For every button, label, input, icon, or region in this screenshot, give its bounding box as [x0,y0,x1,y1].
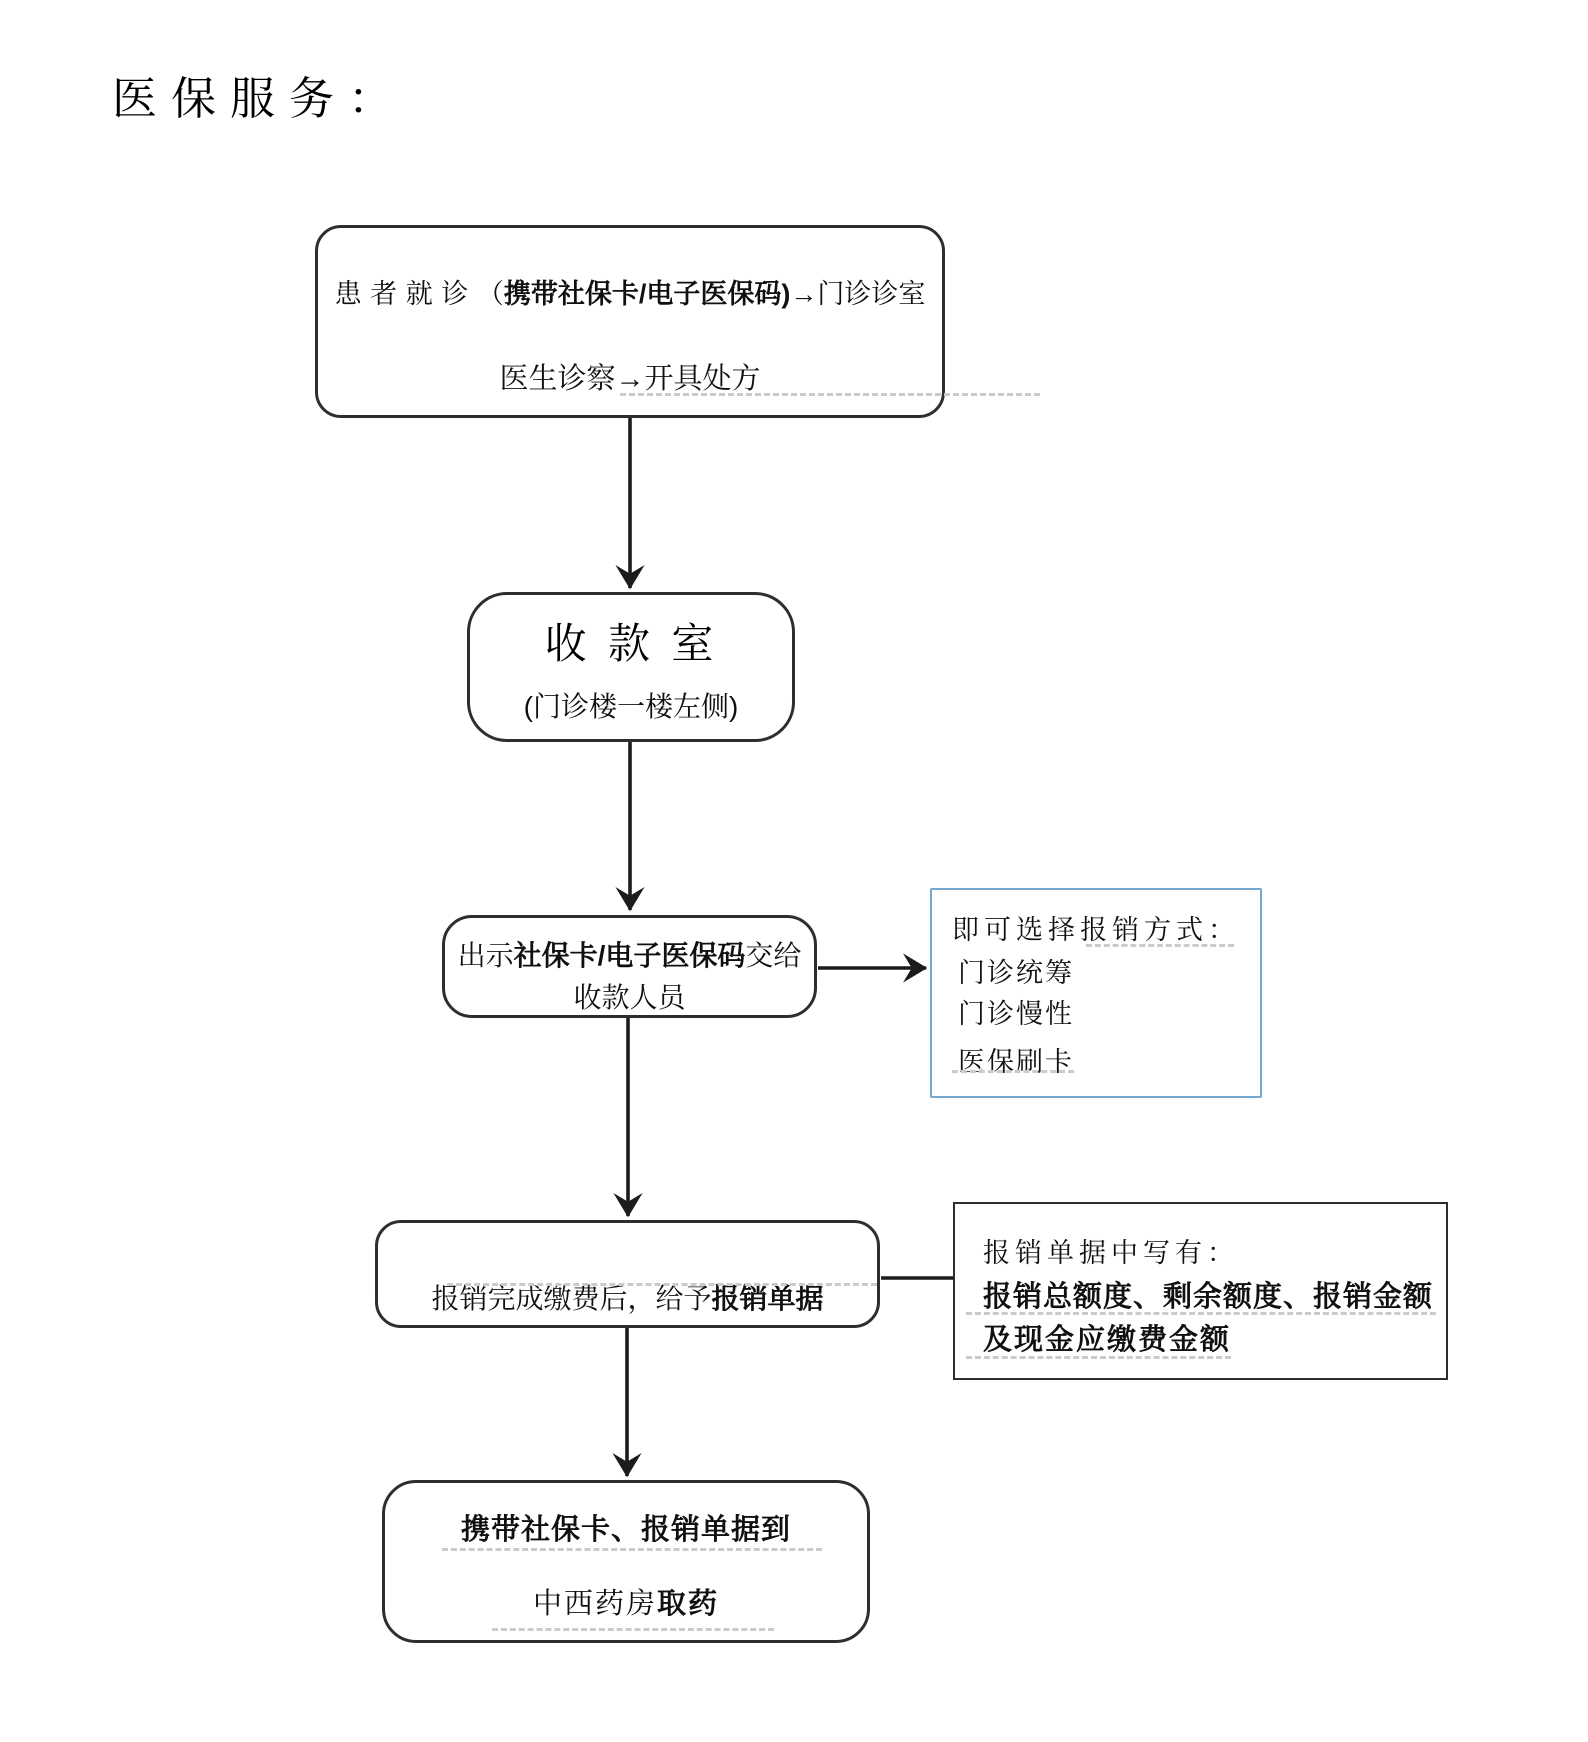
receipt-note-line3: 及现金应缴费金额 [983,1324,1232,1356]
flow-step-cashier-office [467,592,795,742]
receipt-note-line1: 报销单据中写有： [983,1238,1239,1268]
flow-step-show-card [442,915,817,1018]
show-card-line1 [445,934,814,974]
pharmacy-line2-seg1: 中西药房 [532,1588,657,1620]
flow-step-patient-visit [315,225,945,418]
options-note-title: 即可选择报销方式： [952,915,1240,945]
flow-step-pharmacy-pickup [382,1480,870,1643]
patient-visit-line1 [318,272,942,311]
receipt-note-line2: 报销总额度、剩余额度、报销金额 [983,1281,1434,1313]
show-card-line1-seg2: 社保卡/电子医保码 [513,940,746,971]
pharmacy-line2 [385,1581,867,1622]
scan-artifact [492,1628,774,1631]
pharmacy-line1: 携带社保卡、报销单据到 [460,1514,791,1546]
options-note-item-outpatient-pooling: 门诊统筹 [958,958,1074,988]
receipt-issued-seg1: 报销完成缴费后，给予 [431,1283,712,1314]
receipt-contents-note [953,1202,1448,1380]
receipt-issued-seg2: 报销单据 [711,1283,824,1314]
scan-artifact [966,1356,1231,1359]
cashier-office-subtitle: (门诊楼一楼左侧) [523,691,739,722]
patient-visit-line1-seg1: 患 者 就 诊 （ [334,279,504,310]
cashier-office-title: 收 款 室 [544,619,718,668]
page-title: 医保服务： [112,72,408,125]
scan-artifact [966,1312,1436,1315]
patient-visit-line1-seg3: →门诊诊室 [790,279,926,309]
scan-artifact [442,1548,822,1551]
show-card-line2: 收款人员 [573,982,686,1013]
scan-artifact [952,1070,1074,1073]
flow-step-receipt-issued [375,1220,880,1328]
options-note-item-outpatient-chronic: 门诊慢性 [958,999,1074,1029]
options-note-item-insurance-card-swipe: 医保刷卡 [958,1047,1074,1077]
reimbursement-options-note [930,888,1262,1098]
scan-artifact [447,1283,877,1286]
show-card-line1-seg3: 交给 [745,940,802,971]
patient-visit-line2: 医生诊察→开具处方 [499,363,761,395]
scan-artifact [1086,944,1234,947]
pharmacy-line2-seg2: 取药 [657,1588,720,1620]
patient-visit-line1-seg2: 携带社保卡/电子医保码) [503,279,791,309]
scan-artifact [620,393,1040,396]
show-card-line1-seg1: 出示 [457,940,514,971]
